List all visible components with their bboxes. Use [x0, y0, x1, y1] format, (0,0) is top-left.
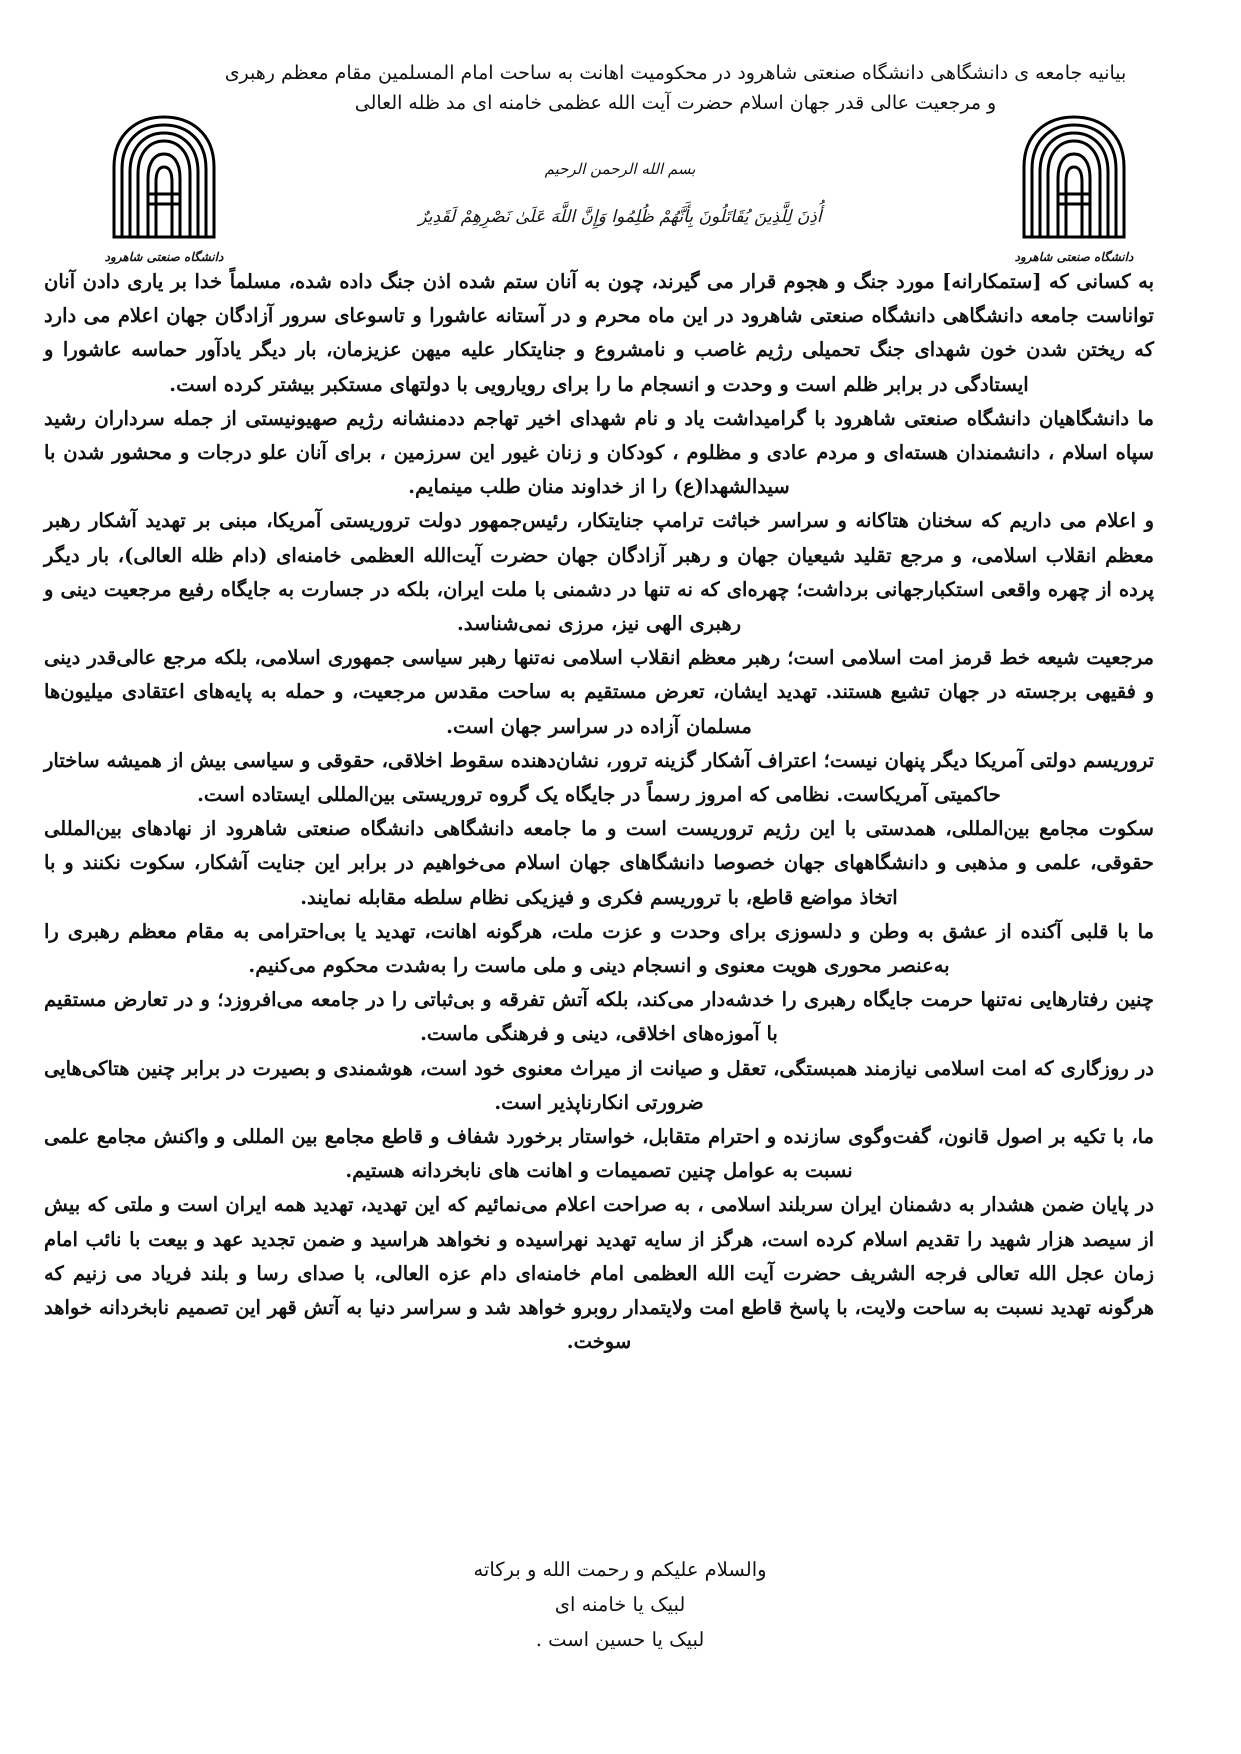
paragraph: ما دانشگاهیان دانشگاه صنعتی شاهرود با گرامیداشت یاد و نام شهدای اخیر تهاجم ددمنشانه رژیم صهیونیستی از جمله سرداران رشید سپاه اسلام ، دانشمندان هسته‌ای و مردم عادی و مظلوم ، کودکان و زنان غیور این سرزمین ، برای آنان علو درجات و محشور شدن با سیدالشهدا(ع) را از خداوند منان طلب مینمایم. [44, 406, 1154, 499]
university-emblem-icon [104, 112, 224, 240]
paragraph: به کسانی که [ستمکارانه] مورد جنگ و هجوم قرار می گیرند، چون به آنان ستم شده اذن جنگ داده شده، مسلماً خدا بر یاری دادن آنان تواناست جامعه دانشگاهی دانشگاه صنعتی شاهرود در این ماه محرم و در آستانه عاشورا و تاسوعای سرور آزادگان جهان اعلام می دارد که ریختن شدن خون شهدای جنگ تحمیلی رژیم غاصب و نامشروع و جنایتکار علیه میهن عزیزمان، بار دیگر یادآور حماسه عاشورا و ایستادگی در برابر ظلم است و وحدت و انسجام ما را برای رویارویی با دولتهای مستکبر بیشتر کرده است. [44, 270, 1155, 396]
closing-line: لبیک یا حسین است . [535, 1628, 705, 1651]
document-title [220, 58, 1131, 118]
paragraph: چنین رفتارهایی نه‌تنها حرمت جایگاه رهبری را خدشه‌دار می‌کند، بلکه آتش تفرقه و بی‌ثباتی را در جامعه می‌افروزد؛ و در تعارض مستقیم با آموزه‌های اخلاقی، دینی و فرهنگی ماست. [44, 988, 1154, 1046]
statement-body [44, 265, 1154, 1360]
university-emblem-icon [1014, 112, 1134, 240]
university-logo-right [1014, 112, 1134, 264]
basmala: بسم الله الرحمن الرحیم [544, 160, 696, 178]
paragraph: مرجعیت شیعه خط قرمز امت اسلامی است؛ رهبر معظم انقلاب اسلامی نه‌تنها رهبر سیاسی جمهوری اسلامی، بلکه مرجع عالی‌قدر دینی و فقیهی برجسته در جهان تشیع هستند. تهدید ایشان، تعرض مستقیم به ساحت مقدس مرجعیت، و حمله به پایه‌های اعتقادی میلیون‌ها مسلمان آزاده در سراسر جهان است. [44, 646, 1154, 738]
title-line-2: و مرجعیت عالی قدر جهان اسلام حضرت آیت الله عظمی خامنه ای مد ظله العالی [354, 92, 997, 114]
paragraph: در روزگاری که امت اسلامی نیازمند همبستگی، تعقل و صیانت از میراث معنوی خود است، هوشمندی و بصیرت در برابر چنین هتاکی‌هایی ضرورتی انکارناپذیر است. [44, 1056, 1154, 1114]
title-line-1: بیانیه جامعه ی دانشگاهی دانشگاه صنعتی شاهرود در محکومیت اهانت به ساحت امام المسلمین مقام معظم رهبری [224, 62, 1127, 84]
quran-verse: أُذِنَ لِلَّذِینَ یُقَاتَلُونَ بِأَنَّهُمْ ظُلِمُوا وَإِنَّ اللَّهَ عَلَىٰ نَصْرِهِمْ لَقَدِیرٌ [418, 207, 822, 227]
paragraph: تروریسم دولتی آمریکا دیگر پنهان نیست؛ اعتراف آشکار گزینه ترور، نشان‌دهنده سقوط اخلاقی، حقوقی و سیاسی بیش از همیشه ساختار حاکمیتی آمریکاست. نظامی که امروز رسماً در جایگاه یک گروه تروریستی بین‌المللی ایستاده است. [44, 748, 1154, 807]
logo-caption: دانشگاه صنعتی شاهرود [104, 250, 224, 264]
university-logo-left [104, 112, 224, 264]
paragraph: ما با قلبی آکنده از عشق به وطن و دلسوزی برای وحدت و عزت ملت، هرگونه اهانت، تهدید یا بی‌احترامی به مقام معظم رهبری را به‌عنصر محوری هویت معنوی و انسجام دینی و ملی ماست را به‌شدت محکوم می‌کنیم. [44, 919, 1154, 978]
paragraph: در پایان ضمن هشدار به دشمنان ایران سربلند اسلامی ، به صراحت اعلام می‌نمائیم که این تهدید، تهدید همه ایران است و ملتی که بیش از سیصد هزار شهید را تقدیم اسلام کرده است، هرگز از سایه تهدید نهراسیده و نخواهد هراسید و ضمن تجدید عهد و بیعت با نائب امام زمان عجل الله تعالی فرجه الشریف حضرت آیت الله العظمی امام خامنه‌ای دام عزه العالی، با صدای رسا و بلند فریاد می زنیم که هرگونه تهدید نسبت به ساحت ولایت، با پاسخ قاطع امت ولایتمدار روبرو خواهد شد و سراسر دنیا به آتش قهر این تصمیم نابخردانه خواهد سوخت. [44, 1193, 1154, 1354]
closing-salutation: والسلام علیکم و رحمت الله و برکاته [473, 1558, 767, 1581]
paragraph: ما، با تکیه بر اصول قانون، گفت‌وگوی سازنده و احترام متقابل، خواستار برخورد شفاف و قاطع مجامع بین المللی و واکنش مجامع علمی نسبت به عوامل چنین تصمیمات و اهانت های نابخردانه هستیم. [44, 1125, 1154, 1183]
closing-line: لبیک یا خامنه ای [554, 1593, 686, 1616]
closing-block [300, 1552, 940, 1657]
paragraph: و اعلام می داریم که سخنان هتاکانه و سراسر خباثت ترامپ جنایتکار، رئیس‌جمهور دولت تروریستی آمریکا، مبنی بر تهدید آشکار رهبر معظم انقلاب اسلامی، و مرجع تقلید شیعیان جهان و رهبر آزادگان جهان حضرت آیت‌الله العظمی خامنه‌ای (دام ظله العالی)، بار دیگر پرده از چهره واقعی استکبارجهانی برداشت؛ چهره‌ای که نه تنها در دشمنی با ملت ایران، بلکه در جسارت به جایگاه رفیع مرجعیت دینی و رهبری الهی نیز، مرزی نمی‌شناسد. [44, 509, 1154, 636]
logo-caption: دانشگاه صنعتی شاهرود [1014, 250, 1134, 264]
paragraph: سکوت مجامع بین‌المللی، همدستی با این رژیم تروریست است و ما جامعه دانشگاهی دانشگاه صنعتی شاهرود از نهادهای بین‌المللی حقوقی، علمی و مذهبی و دانشگاههای جهان خصوصا دانشگاهای جهان اسلام می‌خواهیم در برابر این جنایت آشکار، سکوت نکنند و با اتخاذ مواضع قاطع، با تروریسم فکری و فیزیکی نظام سلطه مقابله نمایند. [44, 817, 1154, 909]
